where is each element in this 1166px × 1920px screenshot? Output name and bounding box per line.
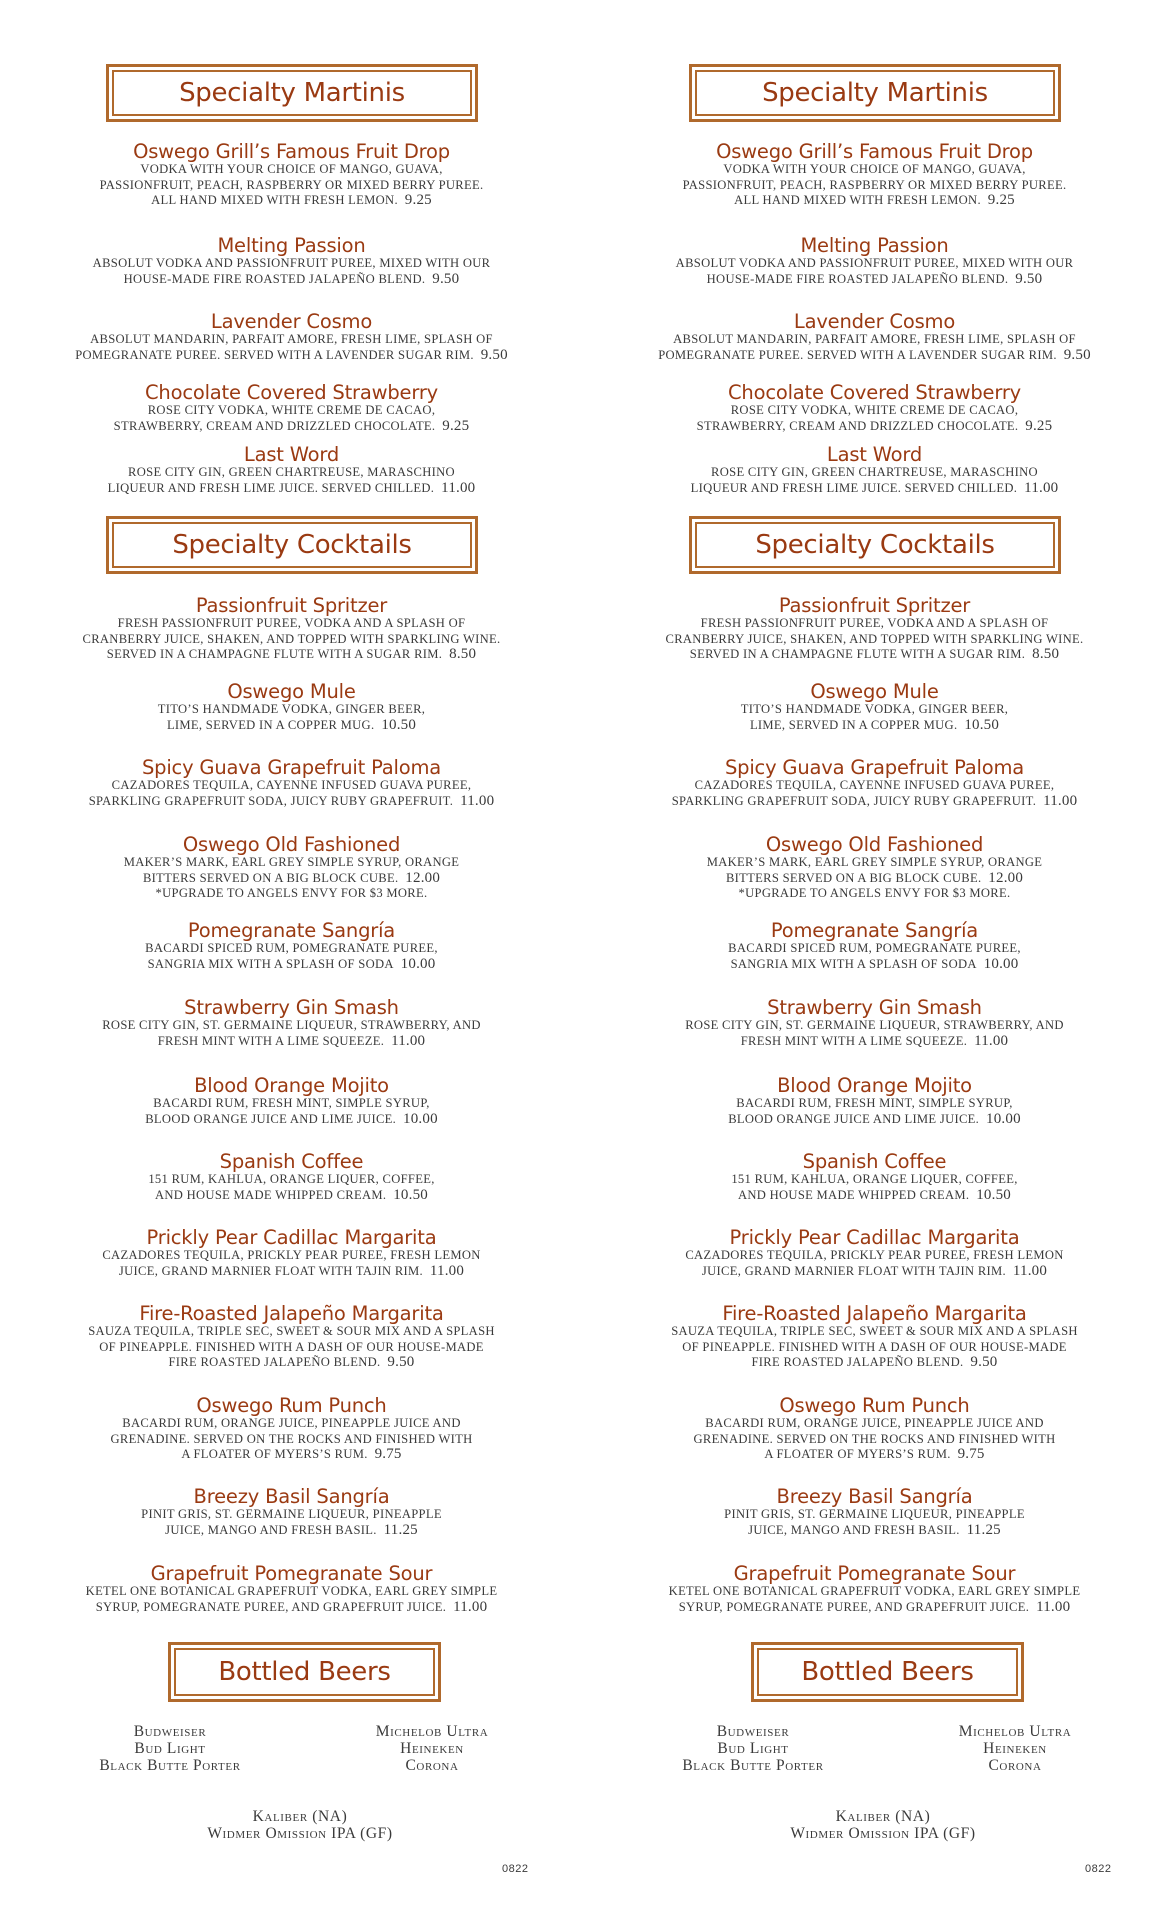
item-name: Oswego Old Fashioned xyxy=(182,833,401,856)
item-price: 10.00 xyxy=(400,955,436,972)
item-name: Chocolate Covered Strawberry xyxy=(728,381,1021,404)
item-description: ROSE CITY GIN, GREEN CHARTREUSE, MARASCHINO LIQUEUR AND FRESH LIME JUICE. SERVED CHILLED. 11.00 xyxy=(690,465,1059,496)
item-price: 11.00 xyxy=(974,1032,1009,1049)
menu-item xyxy=(30,1228,553,1279)
item-name: Melting Passion xyxy=(217,234,366,257)
menu-item xyxy=(613,1304,1136,1371)
item-name: Breezy Basil Sangría xyxy=(193,1485,390,1508)
item-name: Last Word xyxy=(243,443,340,466)
section-title-beers: Bottled Beers xyxy=(757,1648,1018,1696)
item-name: Passionfruit Spritzer xyxy=(195,594,388,617)
menu-item xyxy=(30,998,553,1049)
menu-item xyxy=(30,1304,553,1371)
menu-item xyxy=(30,142,553,209)
item-name: Oswego Old Fashioned xyxy=(765,833,984,856)
menu-item xyxy=(30,1076,553,1127)
item-description: BACARDI RUM, ORANGE JUICE, PINEAPPLE JUICE AND GRENADINE. SERVED ON THE ROCKS AND FINISHED WITH A FLOATER OF MYERS’S RUM. 9.75 xyxy=(110,1416,473,1462)
beer-item: Black Butte Porter xyxy=(99,1757,241,1774)
item-description: BACARDI SPICED RUM, POMEGRANATE PUREE, SANGRIA MIX WITH A SPLASH OF SODA 10.00 xyxy=(728,941,1021,972)
item-description: MAKER’S MARK, EARL GREY SIMPLE SYRUP, ORANGE BITTERS SERVED ON A BIG BLOCK CUBE. 12.00 *UPGRADE TO ANGELS ENVY FOR $3 MORE. xyxy=(123,855,460,900)
item-description: ABSOLUT VODKA AND PASSIONFRUIT PUREE, MIXED WITH OUR HOUSE-MADE FIRE ROASTED JALAPEÑO BLEND. 9.50 xyxy=(675,256,1074,287)
item-name: Blood Orange Mojito xyxy=(777,1074,972,1097)
item-name: Spicy Guava Grapefruit Paloma xyxy=(141,756,442,779)
item-description: KETEL ONE BOTANICAL GRAPEFRUIT VODKA, EARL GREY SIMPLE SYRUP, POMEGRANATE PUREE, AND GRAPEFRUIT JUICE. 11.00 xyxy=(85,1584,498,1615)
item-description: PINIT GRIS, ST. GERMAINE LIQUEUR, PINEAPPLE JUICE, MANGO AND FRESH BASIL. 11.25 xyxy=(141,1507,442,1538)
item-name: Lavender Cosmo xyxy=(210,310,373,333)
menu-item xyxy=(30,835,553,902)
item-name: Last Word xyxy=(826,443,923,466)
beer-item: Heineken xyxy=(400,1740,464,1757)
item-description: CAZADORES TEQUILA, CAYENNE INFUSED GUAVA PUREE, SPARKLING GRAPEFRUIT SODA, JUICY RUBY GRAPEFRUIT. 11.00 xyxy=(671,778,1078,809)
menu-item xyxy=(613,682,1136,733)
menu-code: 0822 xyxy=(1085,1863,1112,1875)
item-name: Strawberry Gin Smash xyxy=(184,996,399,1019)
menu-item xyxy=(30,383,553,434)
beer-list-col2 xyxy=(915,1723,1115,1774)
beer-item: Michelob Ultra xyxy=(958,1723,1072,1740)
beer-item: Budweiser xyxy=(716,1723,790,1740)
item-price: 9.25 xyxy=(1025,417,1053,434)
menu-item xyxy=(613,1396,1136,1463)
beer-item: Corona xyxy=(988,1757,1042,1774)
item-name: Grapefruit Pomegranate Sour xyxy=(733,1562,1016,1585)
menu-item xyxy=(613,1487,1136,1538)
item-description: ROSE CITY GIN, ST. GERMAINE LIQUEUR, STRAWBERRY, AND FRESH MINT WITH A LIME SQUEEZE. 11.00 xyxy=(685,1018,1064,1049)
item-name: Oswego Grill’s Famous Fruit Drop xyxy=(133,140,450,163)
item-name: Pomegranate Sangría xyxy=(187,919,396,942)
item-price: 10.00 xyxy=(983,955,1019,972)
item-price: 11.25 xyxy=(383,1521,418,1538)
section-header-martinis xyxy=(689,64,1061,122)
item-price: 10.50 xyxy=(393,1186,428,1203)
item-name: Melting Passion xyxy=(800,234,949,257)
item-name: Fire-Roasted Jalapeño Margarita xyxy=(139,1302,444,1325)
item-description: ABSOLUT MANDARIN, PARFAIT AMORE, FRESH LIME, SPLASH OF POMEGRANATE PUREE. SERVED WITH A LAVENDER SUGAR RIM. 9.50 xyxy=(75,332,508,363)
item-name: Breezy Basil Sangría xyxy=(776,1485,973,1508)
menu-item xyxy=(613,312,1136,363)
item-description: VODKA WITH YOUR CHOICE OF MANGO, GUAVA, PASSIONFRUIT, PEACH, RASPBERRY OR MIXED BERRY PUREE. ALL HAND MIXED WITH FRESH LEMON. 9.25 xyxy=(99,162,484,208)
item-price: 11.00 xyxy=(391,1032,426,1049)
item-name: Spicy Guava Grapefruit Paloma xyxy=(724,756,1025,779)
item-price: 9.50 xyxy=(970,1354,998,1370)
beer-item: Corona xyxy=(405,1757,459,1774)
item-price: 10.50 xyxy=(976,1186,1011,1203)
item-price: 8.50 xyxy=(1032,646,1060,662)
item-price: 11.00 xyxy=(1043,792,1078,809)
item-price: 8.50 xyxy=(449,646,477,662)
item-note: *UPGRADE TO ANGELS ENVY FOR $3 MORE. xyxy=(155,886,428,900)
menu-item xyxy=(30,1487,553,1538)
item-price: 9.50 xyxy=(432,270,460,287)
section-header-cocktails xyxy=(106,516,478,574)
item-description: BACARDI RUM, FRESH MINT, SIMPLE SYRUP, BLOOD ORANGE JUICE AND LIME JUICE. 10.00 xyxy=(728,1096,1021,1127)
item-description: FRESH PASSIONFRUIT PUREE, VODKA AND A SPLASH OF CRANBERRY JUICE, SHAKEN, AND TOPPED WITH SPARKLING WINE. SERVED IN A CHAMPAGNE FLUTE WITH A SUGAR RIM. 8.50 xyxy=(82,616,501,662)
beer-item: Widmer Omission IPA (GF) xyxy=(790,1825,976,1842)
item-price: 12.00 xyxy=(988,869,1024,886)
menu-item xyxy=(613,1564,1136,1615)
item-price: 11.25 xyxy=(966,1521,1001,1538)
item-description: CAZADORES TEQUILA, PRICKLY PEAR PUREE, FRESH LEMON JUICE, GRAND MARNIER FLOAT WITH TAJIN RIM. 11.00 xyxy=(102,1248,481,1279)
menu-item xyxy=(613,236,1136,287)
menu-item xyxy=(613,142,1136,209)
item-description: BACARDI RUM, ORANGE JUICE, PINEAPPLE JUICE AND GRENADINE. SERVED ON THE ROCKS AND FINISHED WITH A FLOATER OF MYERS’S RUM. 9.75 xyxy=(693,1416,1056,1462)
section-header-martinis xyxy=(106,64,478,122)
item-price: 12.00 xyxy=(405,869,441,886)
beer-item: Michelob Ultra xyxy=(375,1723,489,1740)
item-price: 9.25 xyxy=(404,192,432,208)
menu-code: 0822 xyxy=(502,1863,529,1875)
item-description: CAZADORES TEQUILA, PRICKLY PEAR PUREE, FRESH LEMON JUICE, GRAND MARNIER FLOAT WITH TAJIN RIM. 11.00 xyxy=(685,1248,1064,1279)
beer-item: Widmer Omission IPA (GF) xyxy=(207,1825,393,1842)
beer-item: Budweiser xyxy=(133,1723,207,1740)
item-price: 10.50 xyxy=(964,716,1000,733)
item-description: BACARDI RUM, FRESH MINT, SIMPLE SYRUP, BLOOD ORANGE JUICE AND LIME JUICE. 10.00 xyxy=(145,1096,438,1127)
item-price: 9.50 xyxy=(1015,270,1043,287)
item-description: ROSE CITY VODKA, WHITE CREME DE CACAO, STRAWBERRY, CREAM AND DRIZZLED CHOCOLATE. 9.25 xyxy=(113,403,470,434)
item-description: TITO’S HANDMADE VODKA, GINGER BEER, LIME, SERVED IN A COPPER MUG. 10.50 xyxy=(157,702,426,733)
section-header-beers xyxy=(751,1642,1024,1702)
item-description: 151 RUM, KAHLUA, ORANGE LIQUER, COFFEE, AND HOUSE MADE WHIPPED CREAM. 10.50 xyxy=(731,1172,1018,1203)
item-description: SAUZA TEQUILA, TRIPLE SEC, SWEET & SOUR MIX AND A SPLASH OF PINEAPPLE. FINISHED WITH A DASH OF OUR HOUSE-MADE FIRE ROASTED JALAPEÑO BLEND. 9.50 xyxy=(88,1324,495,1370)
item-description: VODKA WITH YOUR CHOICE OF MANGO, GUAVA, PASSIONFRUIT, PEACH, RASPBERRY OR MIXED BERRY PUREE. ALL HAND MIXED WITH FRESH LEMON. 9.25 xyxy=(682,162,1067,208)
item-name: Spanish Coffee xyxy=(219,1150,364,1173)
menu-item xyxy=(613,998,1136,1049)
menu-item xyxy=(30,758,553,809)
menu-item xyxy=(613,1152,1136,1203)
item-description: MAKER’S MARK, EARL GREY SIMPLE SYRUP, ORANGE BITTERS SERVED ON A BIG BLOCK CUBE. 12.00 *UPGRADE TO ANGELS ENVY FOR $3 MORE. xyxy=(706,855,1043,900)
section-header-beers xyxy=(168,1642,441,1702)
item-description: SAUZA TEQUILA, TRIPLE SEC, SWEET & SOUR MIX AND A SPLASH OF PINEAPPLE. FINISHED WITH A DASH OF OUR HOUSE-MADE FIRE ROASTED JALAPEÑO BLEND. 9.50 xyxy=(671,1324,1078,1370)
item-name: Pomegranate Sangría xyxy=(770,919,979,942)
menu-item xyxy=(30,1564,553,1615)
item-name: Oswego Rum Punch xyxy=(196,1394,387,1417)
item-price: 11.00 xyxy=(1012,1262,1048,1279)
beer-list-col1 xyxy=(70,1723,270,1774)
section-title-martinis: Specialty Martinis xyxy=(695,70,1055,116)
item-description: CAZADORES TEQUILA, CAYENNE INFUSED GUAVA PUREE, SPARKLING GRAPEFRUIT SODA, JUICY RUBY GRAPEFRUIT. 11.00 xyxy=(88,778,495,809)
item-price: 10.00 xyxy=(986,1110,1021,1127)
item-price: 11.00 xyxy=(453,1598,488,1615)
menu-item xyxy=(613,758,1136,809)
beer-item: Bud Light xyxy=(717,1740,789,1757)
section-title-martinis: Specialty Martinis xyxy=(112,70,472,116)
beer-list-col2 xyxy=(332,1723,532,1774)
item-name: Grapefruit Pomegranate Sour xyxy=(150,1562,433,1585)
item-description: TITO’S HANDMADE VODKA, GINGER BEER, LIME, SERVED IN A COPPER MUG. 10.50 xyxy=(740,702,1009,733)
item-description: KETEL ONE BOTANICAL GRAPEFRUIT VODKA, EARL GREY SIMPLE SYRUP, POMEGRANATE PUREE, AND GRAPEFRUIT JUICE. 11.00 xyxy=(668,1584,1081,1615)
item-price: 9.25 xyxy=(987,192,1015,208)
section-title-cocktails: Specialty Cocktails xyxy=(695,522,1055,568)
menu-item xyxy=(30,682,553,733)
item-description: 151 RUM, KAHLUA, ORANGE LIQUER, COFFEE, AND HOUSE MADE WHIPPED CREAM. 10.50 xyxy=(148,1172,435,1203)
item-name: Spanish Coffee xyxy=(802,1150,947,1173)
item-price: 11.00 xyxy=(1024,479,1059,496)
menu-item xyxy=(30,312,553,363)
item-name: Passionfruit Spritzer xyxy=(778,594,971,617)
section-header-cocktails xyxy=(689,516,1061,574)
item-price: 11.00 xyxy=(429,1262,465,1279)
item-name: Lavender Cosmo xyxy=(793,310,956,333)
item-name: Oswego Mule xyxy=(227,680,356,703)
menu-panel xyxy=(583,0,1166,1920)
menu-item xyxy=(613,835,1136,902)
beer-list-col1 xyxy=(653,1723,853,1774)
item-price: 9.75 xyxy=(374,1446,402,1462)
menu-page-right xyxy=(583,0,1166,1920)
item-name: Blood Orange Mojito xyxy=(194,1074,389,1097)
section-title-beers: Bottled Beers xyxy=(174,1648,435,1696)
item-name: Oswego Grill’s Famous Fruit Drop xyxy=(716,140,1033,163)
beer-item: Heineken xyxy=(983,1740,1047,1757)
item-description: ABSOLUT VODKA AND PASSIONFRUIT PUREE, MIXED WITH OUR HOUSE-MADE FIRE ROASTED JALAPEÑO BLEND. 9.50 xyxy=(92,256,491,287)
item-price: 10.00 xyxy=(403,1110,438,1127)
item-price: 9.50 xyxy=(387,1354,415,1370)
item-name: Prickly Pear Cadillac Margarita xyxy=(146,1226,437,1249)
beer-item: Kaliber (NA) xyxy=(252,1808,348,1825)
item-description: ABSOLUT MANDARIN, PARFAIT AMORE, FRESH LIME, SPLASH OF POMEGRANATE PUREE. SERVED WITH A LAVENDER SUGAR RIM. 9.50 xyxy=(658,332,1091,363)
item-price: 10.50 xyxy=(381,716,417,733)
item-name: Strawberry Gin Smash xyxy=(767,996,982,1019)
beer-item: Black Butte Porter xyxy=(682,1757,824,1774)
menu-item xyxy=(613,383,1136,434)
item-description: PINIT GRIS, ST. GERMAINE LIQUEUR, PINEAPPLE JUICE, MANGO AND FRESH BASIL. 11.25 xyxy=(724,1507,1025,1538)
item-price: 11.00 xyxy=(441,479,476,496)
menu-item xyxy=(30,1396,553,1463)
item-note: *UPGRADE TO ANGELS ENVY FOR $3 MORE. xyxy=(738,886,1011,900)
item-price: 11.00 xyxy=(460,792,495,809)
item-description: ROSE CITY VODKA, WHITE CREME DE CACAO, STRAWBERRY, CREAM AND DRIZZLED CHOCOLATE. 9.25 xyxy=(696,403,1053,434)
menu-item xyxy=(613,445,1136,496)
menu-item xyxy=(613,1228,1136,1279)
item-name: Fire-Roasted Jalapeño Margarita xyxy=(722,1302,1027,1325)
item-description: FRESH PASSIONFRUIT PUREE, VODKA AND A SPLASH OF CRANBERRY JUICE, SHAKEN, AND TOPPED WITH SPARKLING WINE. SERVED IN A CHAMPAGNE FLUTE WITH A SUGAR RIM. 8.50 xyxy=(665,616,1084,662)
beer-item: Kaliber (NA) xyxy=(835,1808,931,1825)
item-price: 9.25 xyxy=(442,417,470,434)
item-name: Oswego Rum Punch xyxy=(779,1394,970,1417)
menu-item xyxy=(30,1152,553,1203)
beer-list-bottom xyxy=(150,1808,450,1842)
menu-item xyxy=(30,921,553,972)
item-description: ROSE CITY GIN, ST. GERMAINE LIQUEUR, STRAWBERRY, AND FRESH MINT WITH A LIME SQUEEZE. 11.00 xyxy=(102,1018,481,1049)
item-price: 11.00 xyxy=(1036,1598,1071,1615)
menu-item xyxy=(613,1076,1136,1127)
item-description: BACARDI SPICED RUM, POMEGRANATE PUREE, SANGRIA MIX WITH A SPLASH OF SODA 10.00 xyxy=(145,941,438,972)
item-price: 9.75 xyxy=(957,1446,985,1462)
item-name: Prickly Pear Cadillac Margarita xyxy=(729,1226,1020,1249)
item-name: Oswego Mule xyxy=(810,680,939,703)
section-title-cocktails: Specialty Cocktails xyxy=(112,522,472,568)
menu-item xyxy=(30,596,553,663)
item-price: 9.50 xyxy=(480,346,508,363)
menu-item xyxy=(30,445,553,496)
menu-item xyxy=(613,596,1136,663)
beer-item: Bud Light xyxy=(134,1740,206,1757)
menu-item xyxy=(613,921,1136,972)
item-name: Chocolate Covered Strawberry xyxy=(145,381,438,404)
item-description: ROSE CITY GIN, GREEN CHARTREUSE, MARASCHINO LIQUEUR AND FRESH LIME JUICE. SERVED CHILLED. 11.00 xyxy=(107,465,476,496)
item-price: 9.50 xyxy=(1063,346,1091,363)
menu-item xyxy=(30,236,553,287)
beer-list-bottom xyxy=(733,1808,1033,1842)
